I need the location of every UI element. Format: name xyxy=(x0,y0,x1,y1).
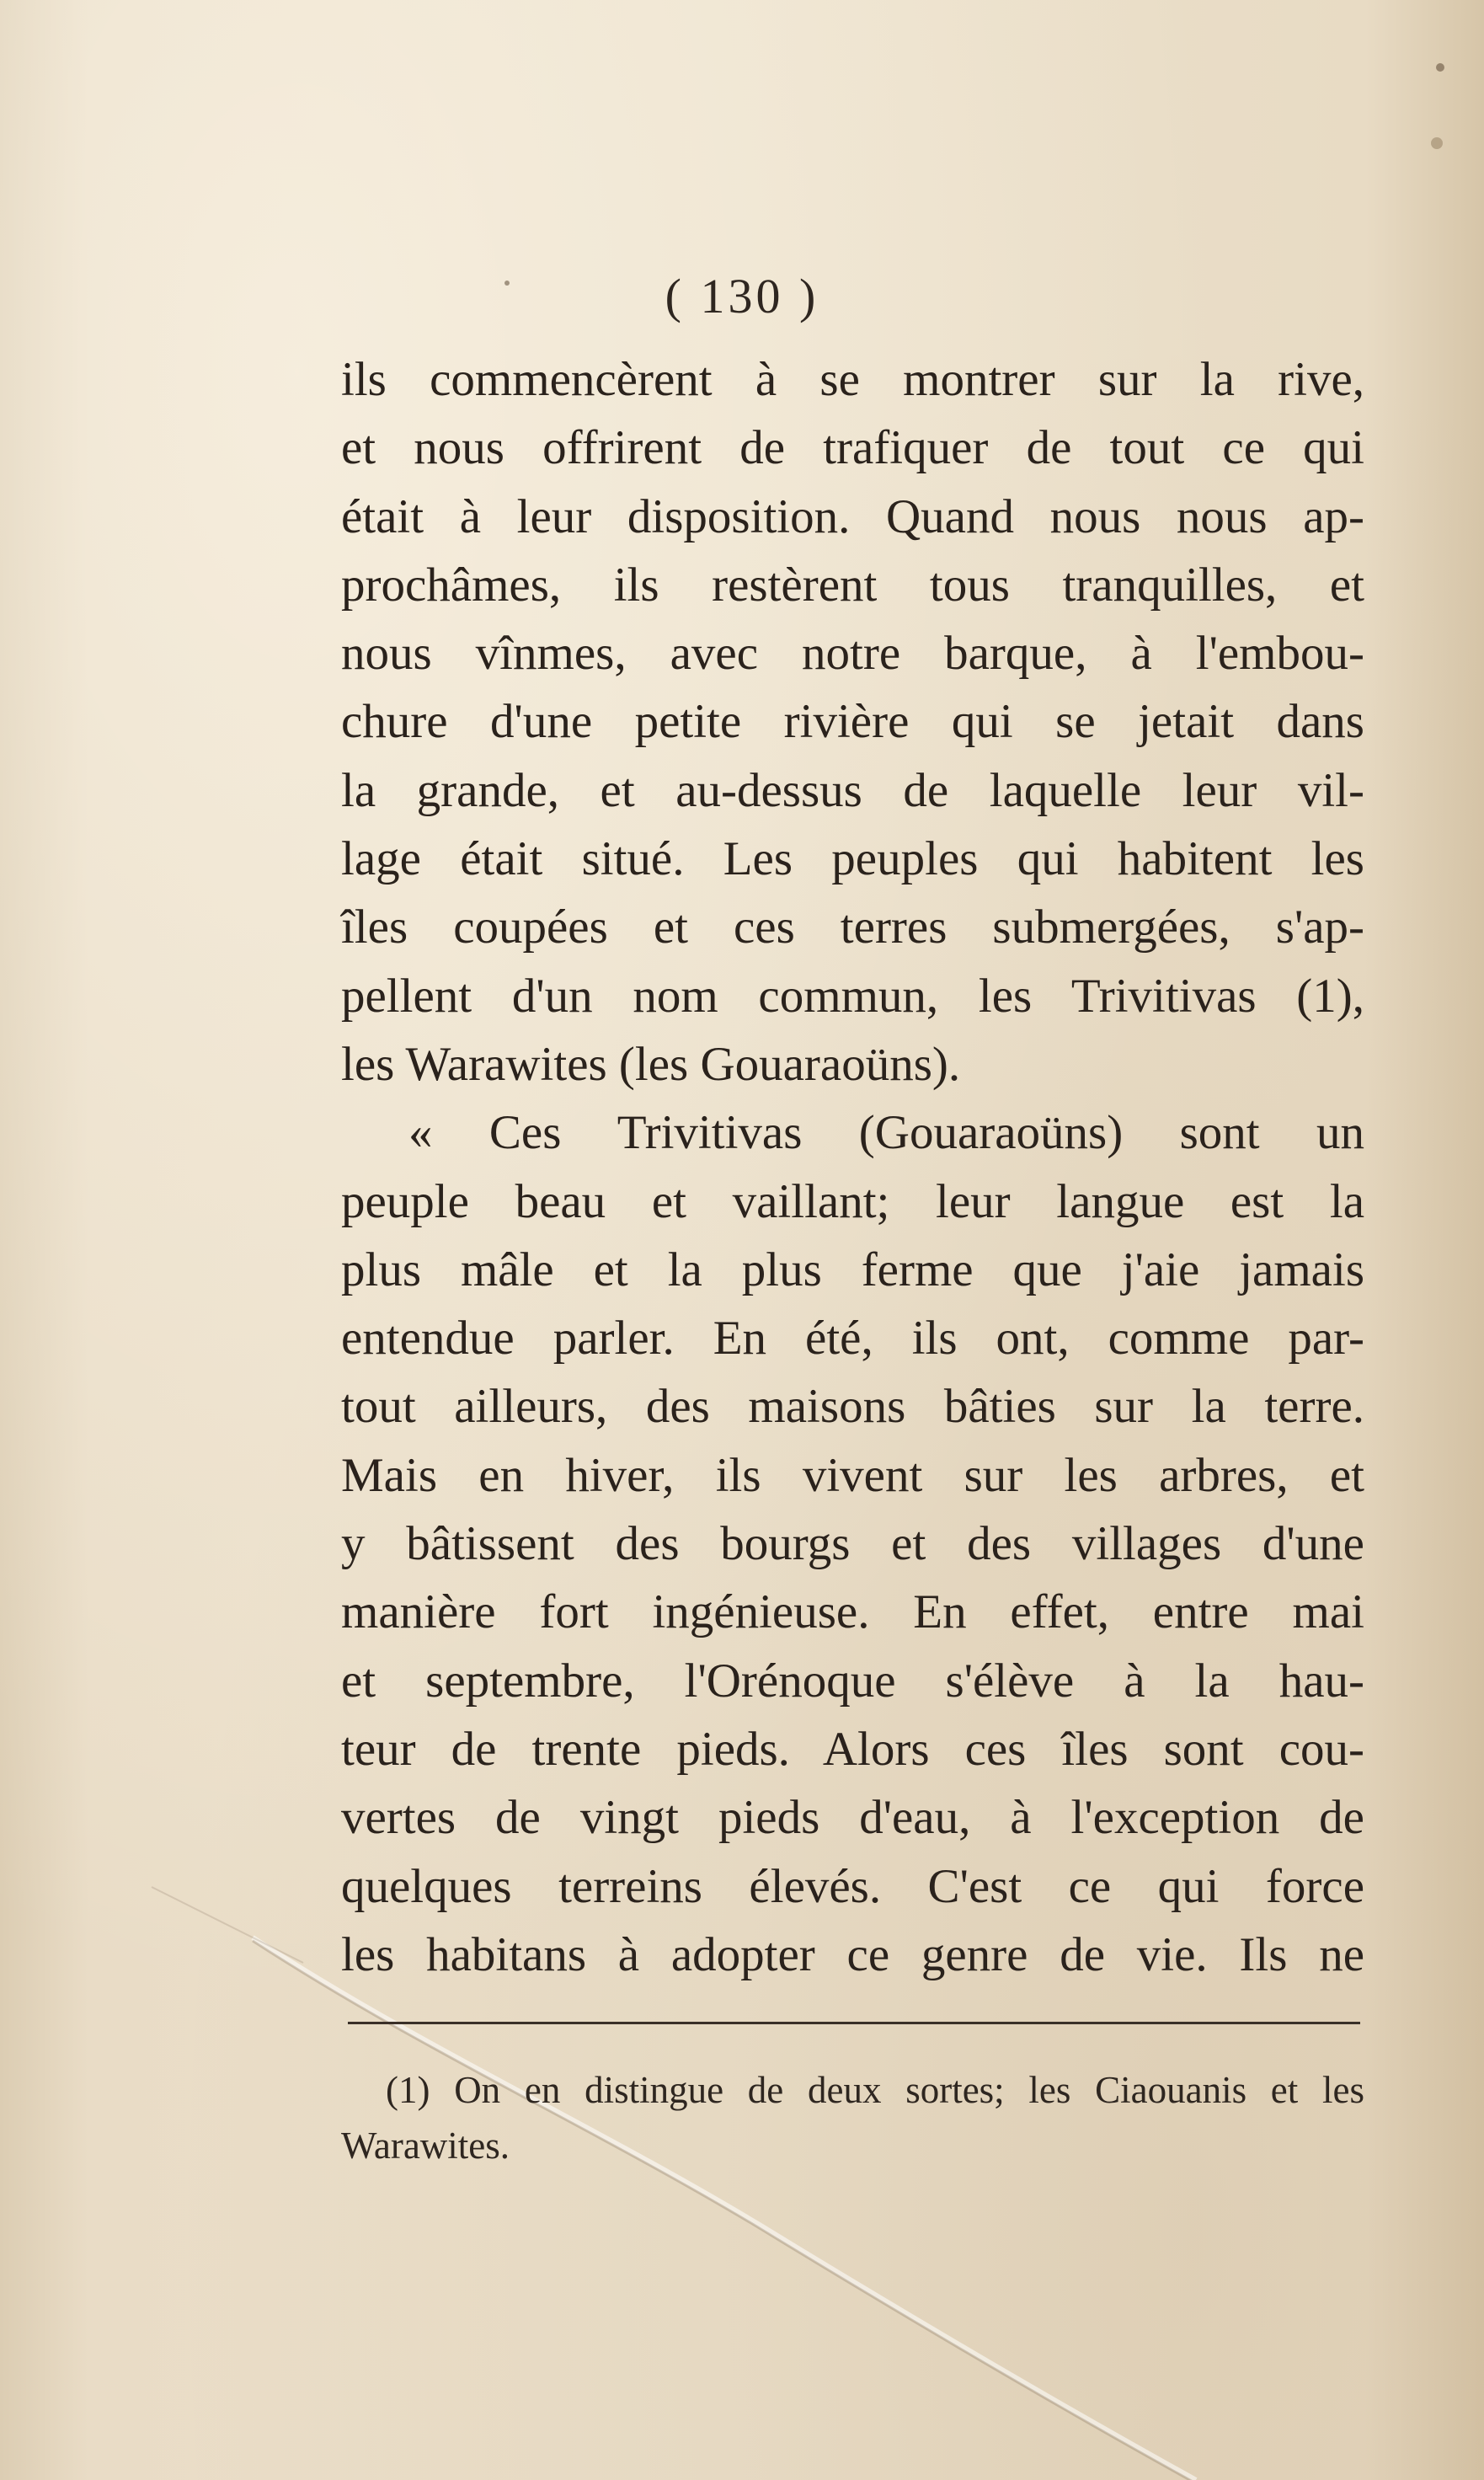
text-line: et nous offrirent de trafiquer de tout ce qui xyxy=(341,421,1364,475)
footnote-divider xyxy=(348,2022,1360,2024)
page-number: ( 130 ) xyxy=(665,269,819,323)
text-line: îles coupées et ces terres submergées, s'ap- xyxy=(341,901,1364,954)
text-line: peuple beau et vaillant; leur langue est la xyxy=(341,1174,1364,1228)
text-line: entendue parler. En été, ils ont, comme par- xyxy=(341,1312,1364,1366)
footnote-line: Warawites. xyxy=(341,2125,510,2167)
footnote-line: (1) On en distingue de deux sortes; les Ciaouanis et les xyxy=(386,2069,1364,2111)
text-line: manière fort ingénieuse. En effet, entre mai xyxy=(341,1585,1364,1639)
text-line: quelques terreins élevés. C'est ce qui force xyxy=(341,1859,1364,1913)
text-line: nous vînmes, avec notre barque, à l'embou- xyxy=(341,627,1364,681)
text-line: « Ces Trivitivas (Gouaraoüns) sont un xyxy=(408,1106,1364,1160)
text-line: teur de trente pieds. Alors ces îles sont cou- xyxy=(341,1722,1364,1776)
text-line: la grande, et au-dessus de laquelle leur vil- xyxy=(341,763,1364,817)
text-line: ils commencèrent à se montrer sur la rive, xyxy=(341,353,1364,406)
body-text xyxy=(341,345,1364,1989)
text-line: tout ailleurs, des maisons bâties sur la terre. xyxy=(341,1380,1364,1434)
text-line: y bâtissent des bourgs et des villages d'une xyxy=(341,1517,1364,1571)
text-line: vertes de vingt pieds d'eau, à l'exception de xyxy=(341,1791,1364,1845)
text-line: pellent d'un nom commun, les Trivitivas (1), xyxy=(341,969,1364,1023)
text-line: prochâmes, ils restèrent tous tranquilles, et xyxy=(341,558,1364,612)
text-line: Mais en hiver, ils vivent sur les arbres, et xyxy=(341,1448,1364,1502)
text-line: les habitans à adopter ce genre de vie. Ils ne xyxy=(341,1927,1364,1981)
text-line: était à leur disposition. Quand nous nous ap- xyxy=(341,489,1364,543)
footnote xyxy=(341,2062,1364,2173)
text-line: et septembre, l'Orénoque s'élève à la hau- xyxy=(341,1654,1364,1708)
text-line: plus mâle et la plus ferme que j'aie jamais xyxy=(341,1243,1364,1296)
text-line: chure d'une petite rivière qui se jetait dans xyxy=(341,695,1364,749)
text-line: lage était situé. Les peuples qui habitent les xyxy=(341,832,1364,886)
text-line: les Warawites (les Gouaraoüns). xyxy=(341,1037,961,1091)
